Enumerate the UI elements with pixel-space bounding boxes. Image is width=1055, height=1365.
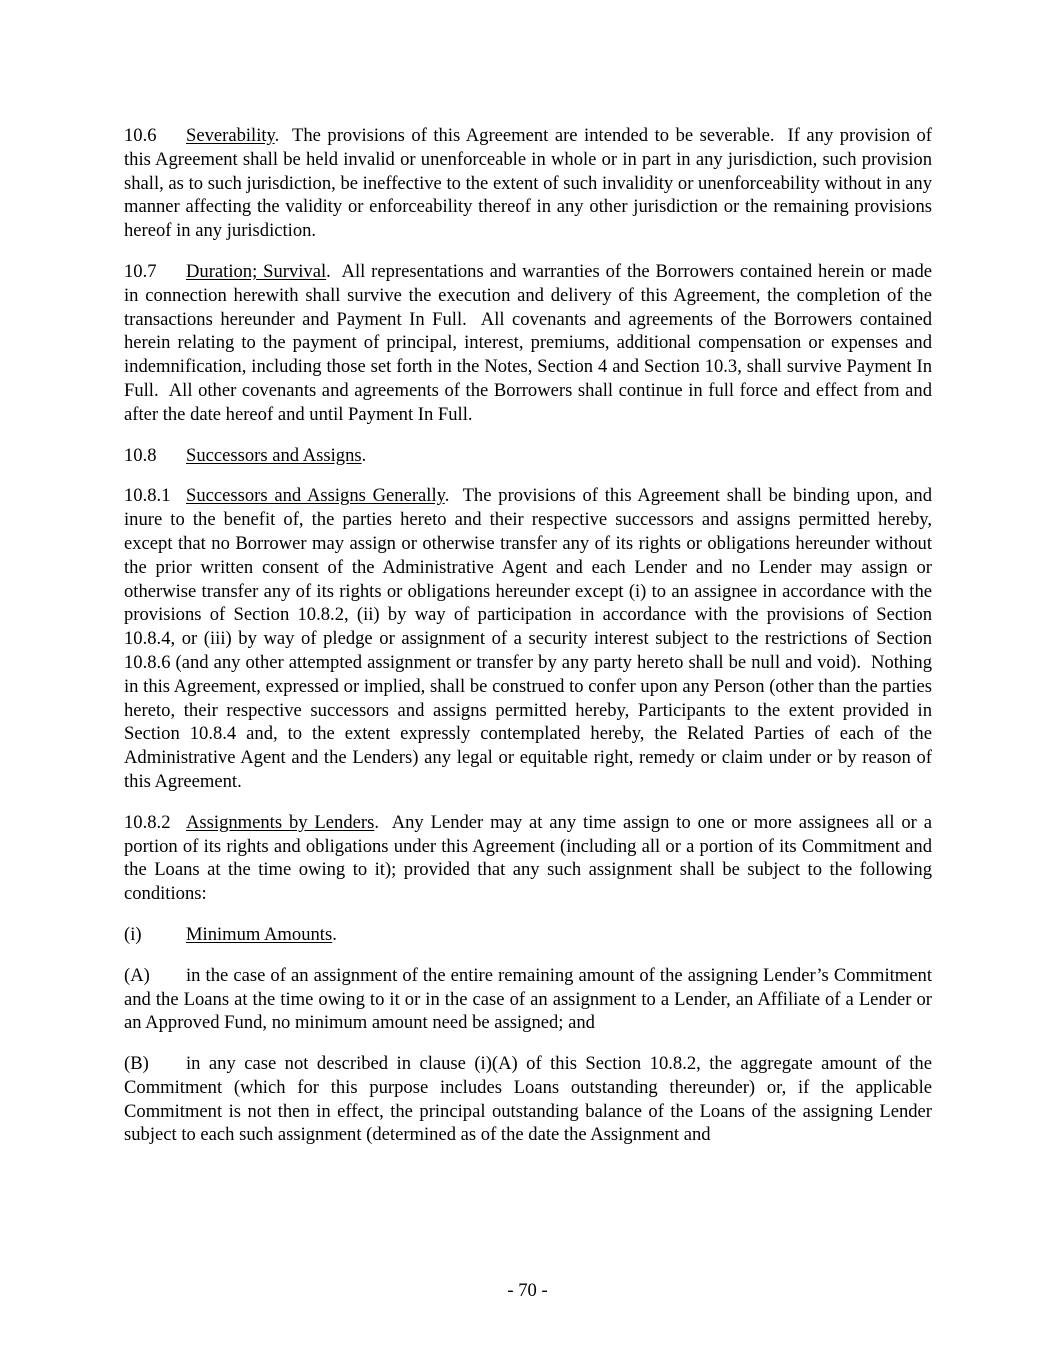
heading-punctuation: . <box>361 444 367 466</box>
clause-number: (i) <box>124 923 142 945</box>
clause-body: in any case not described in clause (i)(A) of this Section 10.8.2, the aggregate amount of the Commitment (which for this purpose includes Loans outstanding thereunder) or, if the applicable Commitment is not then in effect, the principal outstanding balance of the Loans of the assigning Lender subject to each such assignment (determined as of the date the Assignment and <box>124 1053 932 1146</box>
section-10-7 <box>124 260 937 427</box>
heading-punctuation: . <box>444 485 450 507</box>
section-number: 10.6 <box>124 125 157 146</box>
document-page <box>124 124 937 1164</box>
section-10-8-1 <box>124 484 937 793</box>
section-10-8 <box>124 444 932 468</box>
heading-punctuation: . <box>274 125 280 146</box>
section-10-6 <box>124 124 937 243</box>
clause-i <box>124 923 932 947</box>
section-number: 10.8 <box>124 444 157 466</box>
section-10-8-2 <box>124 811 937 906</box>
section-number: 10.8.1 <box>124 485 171 507</box>
section-body: The provisions of this Agreement shall be binding upon, and inure to the benefit of, the parties hereto and their respective successors and assigns permitted hereby, except that no Borrower may assign or otherwise transfer any of its rights or obligations hereunder without the prior written consent of the Administrative Agent and each Lender and no Lender may assign or otherwise transfer any of its rights or obligations hereunder except (i) to an assignee in accordance with the provisions of Section 10.8.2, (ii) by way of participation in accordance with the provisions of Section 10.8.4, or (iii) by way of pledge or assignment of a security interest subject to the restrictions of Section 10.8.6 (and any other attempted assignment or transfer by any party hereto shall be null and void). Nothing in this Agreement, expressed or implied, shall be construed to confer upon any Person (other than the parties hereto, their respective successors and assigns permitted hereby, Participants to the extent provided in Section 10.8.4 and, to the extent expressly contemplated hereby, the Related Parties of each of the Administrative Agent and the Lenders) any legal or equitable right, remedy or claim under or by reason of this Agreement. <box>124 485 937 792</box>
clause-number: (A) <box>124 964 150 986</box>
clause-b <box>124 1052 932 1147</box>
section-number: 10.8.2 <box>124 811 171 833</box>
section-heading: Successors and Assigns Generally <box>186 485 445 507</box>
section-body: The provisions of this Agreement are intended to be severable. If any provision of this Agreement shall be held invalid or unenforceable in whole or in part in any jurisdiction, such provision shall, as to such jurisdiction, be ineffective to the extent of such invalidity or unenforceability without in any manner affecting the validity or enforceability thereof in any other jurisdiction or the remaining provisions hereof in any jurisdiction. <box>124 125 937 242</box>
clause-a <box>124 964 932 1035</box>
clause-body: in the case of an assignment of the entire remaining amount of the assigning Lender’s Commitment and the Loans at the time owing to it or in the case of an assignment to a Lender, an Affiliate of a Lender or an Approved Fund, no minimum amount need be assigned; and <box>124 964 932 1034</box>
section-body: All representations and warranties of the Borrowers contained herein or made in connection herewith shall survive the execution and delivery of this Agreement, the completion of the transactions hereunder and Payment In Full. All covenants and agreements of the Borrowers contained herein relating to the payment of principal, interest, premiums, additional compensation or expenses and indemnification, including those set forth in the Notes, Section 4 and Section 10.3, shall survive Payment In Full. All other covenants and agreements of the Borrowers shall continue in full force and effect from and after the date hereof and until Payment In Full. <box>124 260 937 425</box>
section-heading: Severability <box>186 125 275 146</box>
heading-punctuation: . <box>332 923 337 945</box>
heading-punctuation: . <box>326 260 331 282</box>
heading-punctuation: . <box>374 811 379 833</box>
clause-number: (B) <box>124 1053 149 1075</box>
section-heading: Assignments by Lenders <box>186 811 375 833</box>
section-number: 10.7 <box>124 260 157 282</box>
section-body: Any Lender may at any time assign to one or more assignees all or a portion of its rights and obligations under this Agreement (including all or a portion of its Commitment and the Loans at the time owing to it); provided that any such assignment shall be subject to the following conditions: <box>124 811 937 905</box>
clause-heading: Minimum Amounts <box>186 923 333 945</box>
page-number: - 70 - <box>507 1280 548 1301</box>
section-heading: Successors and Assigns <box>186 444 362 466</box>
section-heading: Duration; Survival <box>186 260 327 282</box>
